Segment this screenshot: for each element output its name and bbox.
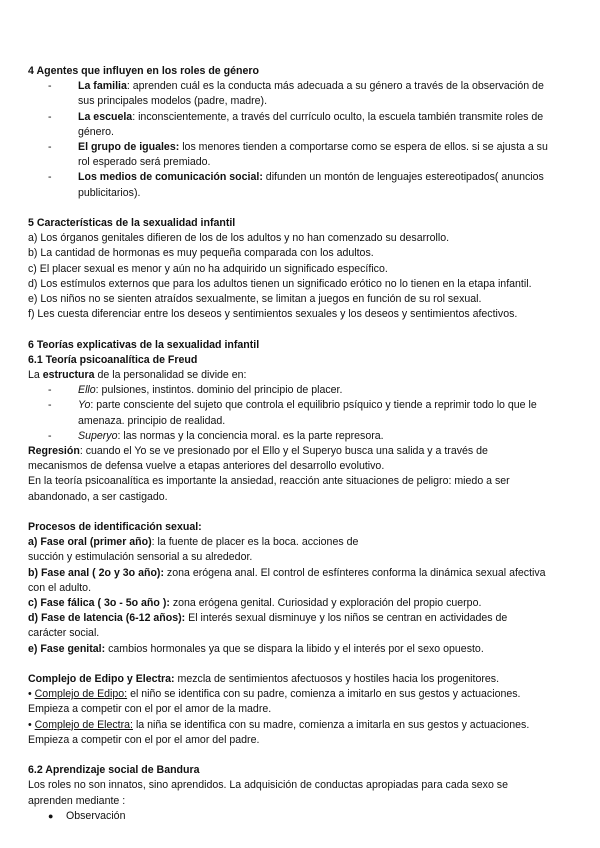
structure-intro: La estructura de la personalidad se divide en:	[28, 369, 247, 382]
list-item	[28, 110, 580, 140]
agent-text: los menores tienden a comportarse como se espera de ellos. si se ajusta a su	[179, 141, 548, 154]
part-text: : pulsiones, instintos. dominio del principio de placer.	[95, 384, 343, 397]
document-page	[28, 64, 580, 824]
dash-marker: -	[48, 141, 52, 154]
agent-term: La escuela	[78, 110, 133, 123]
phase-cont: con el adulto.	[28, 581, 92, 594]
part-text-cont: amenaza. principio de realidad.	[78, 414, 226, 427]
bandura-cont: aprenden mediante :	[28, 794, 126, 807]
dash-marker: -	[48, 429, 52, 442]
agent-term: La familia	[78, 80, 127, 93]
phase-line: e) Fase genital: cambios hormonales ya que se dispara la libido y el interés por el sexo opuesto.	[28, 642, 484, 655]
phase-line: d) Fase de latencia (6-12 años): El interés sexual disminuye y los niños se centran en actividades de	[28, 612, 508, 625]
agent-text: difunden un montón de lenguajes estereotipados( anuncios	[262, 171, 544, 184]
edipo-heading-line: Complejo de Edipo y Electra: mezcla de sentimientos afectuosos y hostiles hacia los progenitores.	[28, 673, 500, 686]
list-item	[28, 429, 580, 444]
agent-text-cont: sus principales modelos (padre, madre).	[78, 95, 268, 108]
procesos-heading: Procesos de identificación sexual:	[28, 521, 202, 534]
section-6-2-heading: 6.2 Aprendizaje social de Bandura	[28, 764, 200, 777]
dash-marker: -	[48, 384, 52, 397]
phase-cont: succión y estimulación sensorial a su alrededor.	[28, 551, 253, 564]
agent-text-cont: rol esperado será premiado.	[78, 156, 211, 169]
part-text: : las normas y la conciencia moral. es la parte represora.	[117, 429, 384, 442]
list-item	[28, 383, 580, 398]
agent-term: El grupo de iguales:	[78, 141, 180, 154]
regresion-cont: mecanismos de defensa vuelve a etapas anteriores del desarrollo evolutivo.	[28, 460, 385, 473]
bandura-line: Los roles no son innatos, sino aprendidos. La adquisición de conductas apropiadas para cada sexo se	[28, 779, 508, 792]
list-item	[28, 140, 580, 170]
part-term: Yo	[78, 399, 91, 412]
phase-line: c) Fase fálica ( 3o - 5o año ): zona erógena genital. Curiosidad y exploración del propio cuerpo.	[28, 597, 482, 610]
characteristic-line: b) La cantidad de hormonas es muy pequeña comparada con los adultos.	[28, 247, 374, 260]
electra-item: • Complejo de Electra: la niña se identifica con su madre, comienza a imitarla en sus gestos y actuaciones.	[28, 718, 530, 731]
bullet-marker: •	[28, 718, 35, 731]
agent-term: Los medios de comunicación social:	[78, 171, 263, 184]
list-item	[28, 79, 580, 109]
list-item	[28, 809, 580, 824]
list-item	[28, 170, 580, 200]
list-item	[28, 398, 580, 428]
dash-marker: -	[48, 171, 52, 184]
bullet-marker: ●	[48, 810, 54, 821]
part-term: Ello	[78, 384, 96, 397]
part-text: : parte consciente del sujeto que controla el equilibrio psíquico y tiende a reprimir todo lo que le	[90, 399, 537, 412]
observacion-item: Observación	[66, 809, 126, 822]
phase-cont: carácter social.	[28, 627, 100, 640]
regresion-line: Regresión: cuando el Yo se ve presionado por el Ello y el Superyo busca una salida y a través de	[28, 445, 488, 458]
phase-line: b) Fase anal ( 2o y 3o año): zona erógena anal. El control de esfínteres conforma la dinámica sexual afectiva	[28, 566, 546, 579]
electra-item-cont: Empieza a competir con el por el amor del padre.	[28, 733, 260, 746]
anxiety-line: En la teoría psicoanalítica es importante la ansiedad, reacción ante situaciones de peligro: miedo a ser	[28, 475, 510, 488]
agent-text: : aprenden cuál es la conducta más adecuada a su género a través de la observación de	[126, 80, 544, 93]
edipo-item-cont: Empieza a competir con el por el amor de la madre.	[28, 703, 272, 716]
section-4-heading: 4 Agentes que influyen en los roles de género	[28, 65, 259, 77]
phase-line: a) Fase oral (primer año): la fuente de placer es la boca. acciones de	[28, 536, 359, 549]
section-5-heading: 5 Características de la sexualidad infantil	[28, 217, 236, 230]
agent-text-cont: publicitarios).	[78, 186, 141, 199]
bullet-marker: •	[28, 688, 35, 701]
part-term: Superyo	[78, 429, 118, 442]
characteristic-line: c) El placer sexual es menor y aún no ha adquirido un significado específico.	[28, 262, 388, 275]
characteristic-line: e) Los niños no se sienten atraídos sexualmente, se limitan a juegos en función de su rol sexual.	[28, 293, 482, 306]
anxiety-cont: abandonado, a ser castigado.	[28, 490, 168, 503]
section-6-1-heading: 6.1 Teoría psicoanalítica de Freud	[28, 353, 198, 366]
edipo-item: • Complejo de Edipo: el niño se identifica con su padre, comienza a imitarlo en sus gestos y actuaciones.	[28, 688, 521, 701]
section-6-heading: 6 Teorías explicativas de la sexualidad infantil	[28, 338, 260, 351]
characteristic-line: d) Los estímulos externos que para los adultos tienen un significado erótico no lo tienen en la etapa infantil.	[28, 277, 532, 290]
agent-text: : inconscientemente, a través del currículo oculto, la escuela también transmite roles de	[132, 110, 544, 123]
dash-marker: -	[48, 80, 52, 93]
characteristic-line: a) Los órganos genitales difieren de los de los adultos y no han comenzado su desarrollo.	[28, 232, 450, 245]
characteristic-line: f) Les cuesta diferenciar entre los deseos y sentimientos sexuales y los deseos y sentimientos afectivos.	[28, 308, 518, 321]
agent-text-cont: género.	[78, 125, 114, 138]
dash-marker: -	[48, 399, 52, 412]
dash-marker: -	[48, 110, 52, 123]
